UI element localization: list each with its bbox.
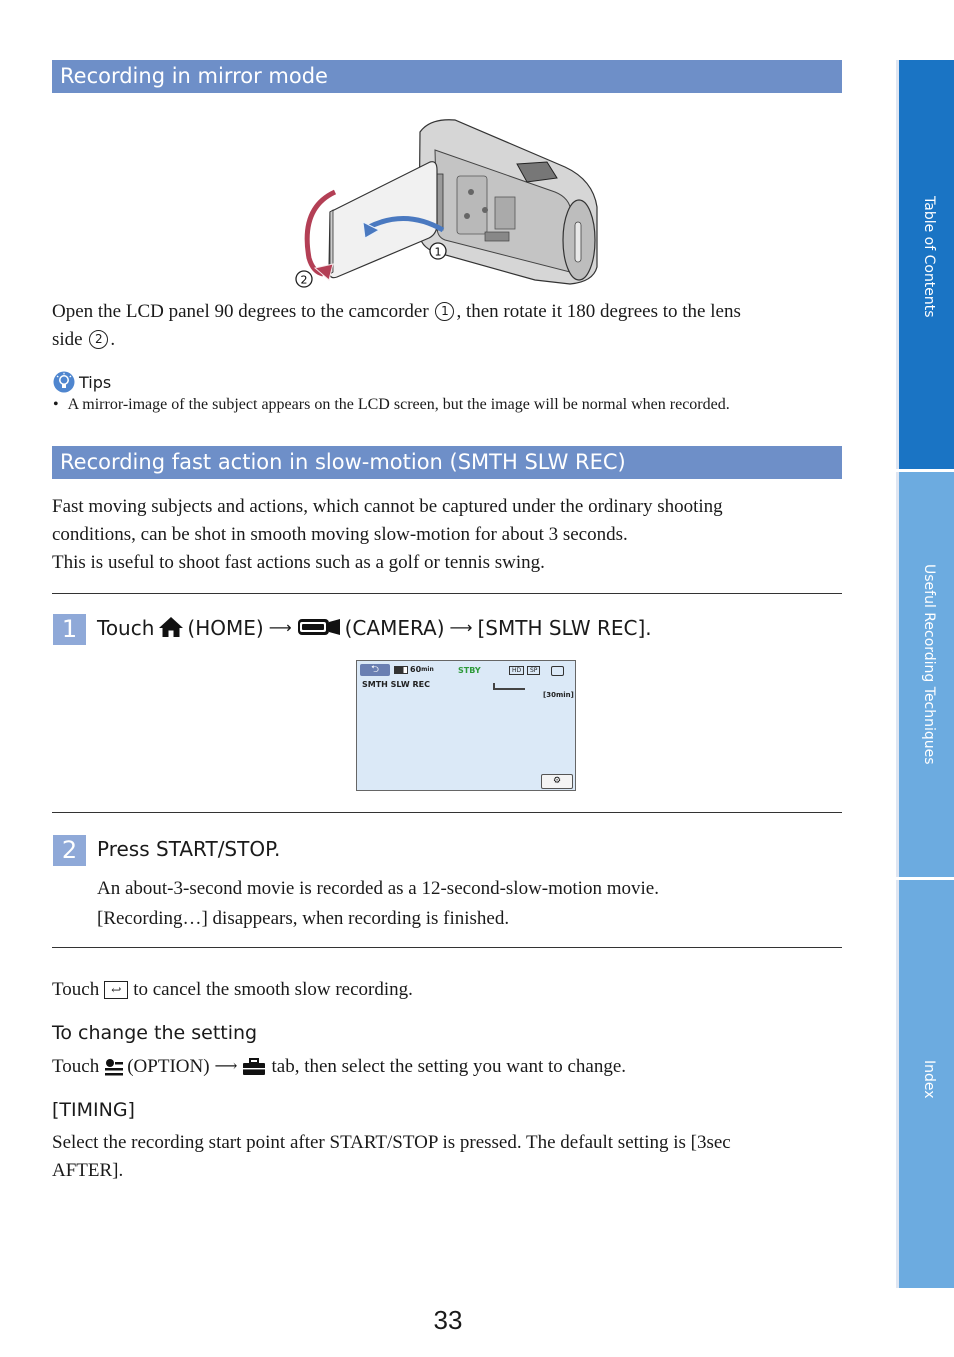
change-option-text: (OPTION) [127,1056,210,1077]
steady-shot-icon [493,683,525,690]
para-line-1: Fast moving subjects and actions, which cannot be captured under the ordinary shooting [52,496,723,517]
desc-text-c: side [52,329,83,350]
cancel-rest-text: to cancel the smooth slow recording. [133,979,413,1000]
hd-badge: HD [509,666,524,675]
tab-useful-recording-techniques[interactable] [896,472,954,877]
step-1-title [97,614,652,642]
step1-touch-text: Touch [97,616,155,640]
battery-indicator [394,665,434,674]
arrow-icon: ⟶ [214,1058,238,1075]
step-1-badge: 1 [53,614,86,645]
battery-value: 60 [410,665,422,674]
timing-line-2: AFTER]. [52,1160,124,1181]
mirror-description [52,298,842,354]
change-setting-heading: To change the setting [52,1022,258,1044]
camcorder-illustration [295,112,610,294]
section-heading-slow-motion: Recording fast action in slow-motion (SMTH SLW REC) [52,446,842,479]
para-line-2: conditions, can be shot in smooth moving slow-motion for about 3 seconds. [52,524,628,545]
tab-label-useful: Useful Recording Techniques [921,564,937,765]
card-icon [551,666,564,676]
tab-table-of-contents[interactable] [896,60,954,469]
home-icon [158,615,184,639]
tips-label: Tips [79,372,112,392]
back-button[interactable] [360,664,390,676]
battery-unit: min [421,666,434,673]
step2-line-2: [Recording…] disappears, when recording is finished. [97,908,510,929]
divider [52,812,842,813]
desc-text-d: . [110,329,116,350]
step-2-description [97,874,659,934]
tab-label-toc: Table of Contents [921,196,937,318]
timing-heading: [TIMING] [52,1099,135,1121]
return-icon: ⮌ [370,664,379,675]
camera-icon [297,616,341,638]
divider [52,947,842,948]
divider [52,593,842,594]
desc-text-a: Open the LCD panel 90 degrees to the camcorder [52,301,429,322]
step2-line-1: An about-3-second movie is recorded as a 12-second-slow-motion movie. [97,878,659,899]
section-heading-mirror-mode: Recording in mirror mode [52,60,842,93]
tips-heading [53,371,111,393]
marker-2: 2 [89,330,108,349]
sp-badge: SP [527,666,540,675]
para-line-3: This is useful to shoot fast actions such as a golf or tennis swing. [52,552,545,573]
step1-camera-text: (CAMERA) [344,616,445,640]
stby-status: STBY [458,666,481,675]
tips-bullet: • [53,396,59,413]
arrow-icon: ⟶ [449,618,473,637]
arrow-icon: ⟶ [268,618,292,637]
timing-line-1: Select the recording start point after START/STOP is pressed. The default setting is [3sec [52,1132,731,1153]
remaining-time: [30min] [543,691,574,699]
tab-index[interactable] [896,880,954,1288]
desc-text-b: , then rotate it 180 degrees to the lens [456,301,741,322]
tips-item [53,396,730,414]
step1-home-text: (HOME) [187,616,264,640]
option-button[interactable] [541,774,573,789]
change-touch-text: Touch [52,1056,100,1077]
step-2-badge: 2 [53,835,86,866]
callout-1: 1 [434,245,442,259]
step-2-title: Press START/STOP. [97,837,281,861]
change-setting-text [52,1053,626,1081]
change-rest-text: tab, then select the setting you want to change. [271,1056,627,1077]
battery-icon [394,666,408,674]
toolbox-icon [242,1058,266,1076]
slow-motion-description [52,493,842,577]
cancel-note [52,976,413,1004]
return-icon: ↩ [104,981,128,999]
option-icon [104,1058,124,1076]
callout-2: 2 [300,273,308,287]
page-number: 33 [433,1305,463,1335]
cancel-touch-text: Touch [52,979,100,1000]
timing-description [52,1129,842,1185]
tab-label-index: Index [921,1060,937,1099]
marker-1: 1 [435,302,454,321]
option-icon: ⚙ [552,776,562,786]
step1-smth-text: [SMTH SLW REC]. [477,616,652,640]
tips-text: A mirror-image of the subject appears on the LCD screen, but the image will be normal when recorded. [67,396,730,413]
lightbulb-icon [53,371,75,393]
lcd-mode-label: SMTH SLW REC [362,680,431,689]
lcd-screen [356,660,576,791]
